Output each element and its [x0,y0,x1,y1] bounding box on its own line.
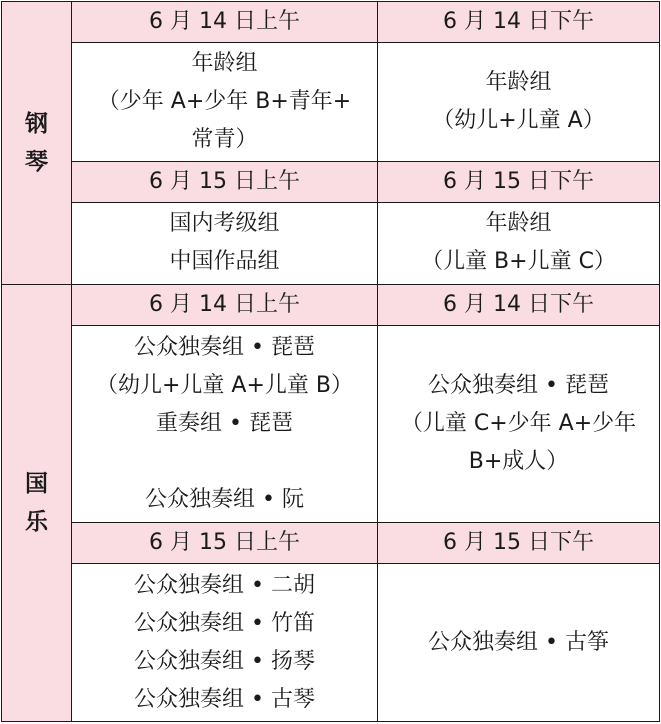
category-char: 钢 [25,111,48,138]
category-char: 国 [25,471,48,498]
group-line: 公众独奏组 • 扬琴 [134,648,315,674]
schedule-content-row [2,564,660,722]
category-chinese-music [2,285,72,722]
group-line: 中国作品组 [169,249,280,275]
session-header: 6 月 15 日下午 [378,523,660,564]
session-cell [378,564,660,722]
group-line: （儿童 B+儿童 C） [421,249,616,275]
group-line: 年龄组 [485,69,552,95]
group-line: 公众独奏组 • 琵琶 [428,373,609,399]
group-line: 重奏组 • 琵琶 [156,411,293,437]
session-cell [378,43,660,161]
session-header: 6 月 14 日下午 [378,2,660,43]
session-header: 6 月 15 日下午 [378,161,660,202]
session-cell [72,202,378,284]
session-header: 6 月 14 日上午 [72,2,378,43]
schedule-header-row [2,523,660,564]
session-header: 6 月 14 日下午 [378,285,660,326]
group-line: （幼儿+儿童 A+儿童 B） [96,373,353,399]
group-line: 公众独奏组 • 二胡 [134,572,315,598]
group-line: 公众独奏组 • 琵琶 [134,335,315,361]
session-cell [72,326,378,523]
category-char: 琴 [25,149,48,176]
group-line: 公众独奏组 • 古琴 [134,686,315,712]
blank-line [78,443,371,481]
session-header: 6 月 14 日上午 [72,285,378,326]
schedule-content-row [2,43,660,161]
schedule-table [1,1,660,722]
session-header: 6 月 15 日上午 [72,161,378,202]
group-line: B+成人） [468,449,569,475]
session-header: 6 月 15 日上午 [72,523,378,564]
group-line: 公众独奏组 • 古筝 [428,629,609,655]
category-piano [2,2,72,285]
session-cell [72,43,378,161]
schedule-content-row [2,202,660,284]
group-line: （儿童 C+少年 A+少年 [400,411,637,437]
schedule-header-row [2,285,660,326]
group-line: 国内考级组 [169,211,280,237]
group-line: （少年 A+少年 B+青年+ [97,88,352,114]
group-line: 常青） [191,126,258,152]
group-line: 年龄组 [485,211,552,237]
schedule-content-row [2,326,660,523]
group-line: 公众独奏组 • 竹笛 [134,610,315,636]
session-cell [378,326,660,523]
schedule-header-row [2,2,660,43]
group-line: 公众独奏组 • 阮 [145,487,304,513]
schedule-header-row [2,161,660,202]
group-line: 年龄组 [191,50,258,76]
category-char: 乐 [25,509,48,536]
session-cell [378,202,660,284]
session-cell [72,564,378,722]
group-line: （幼儿+儿童 A） [432,107,605,133]
